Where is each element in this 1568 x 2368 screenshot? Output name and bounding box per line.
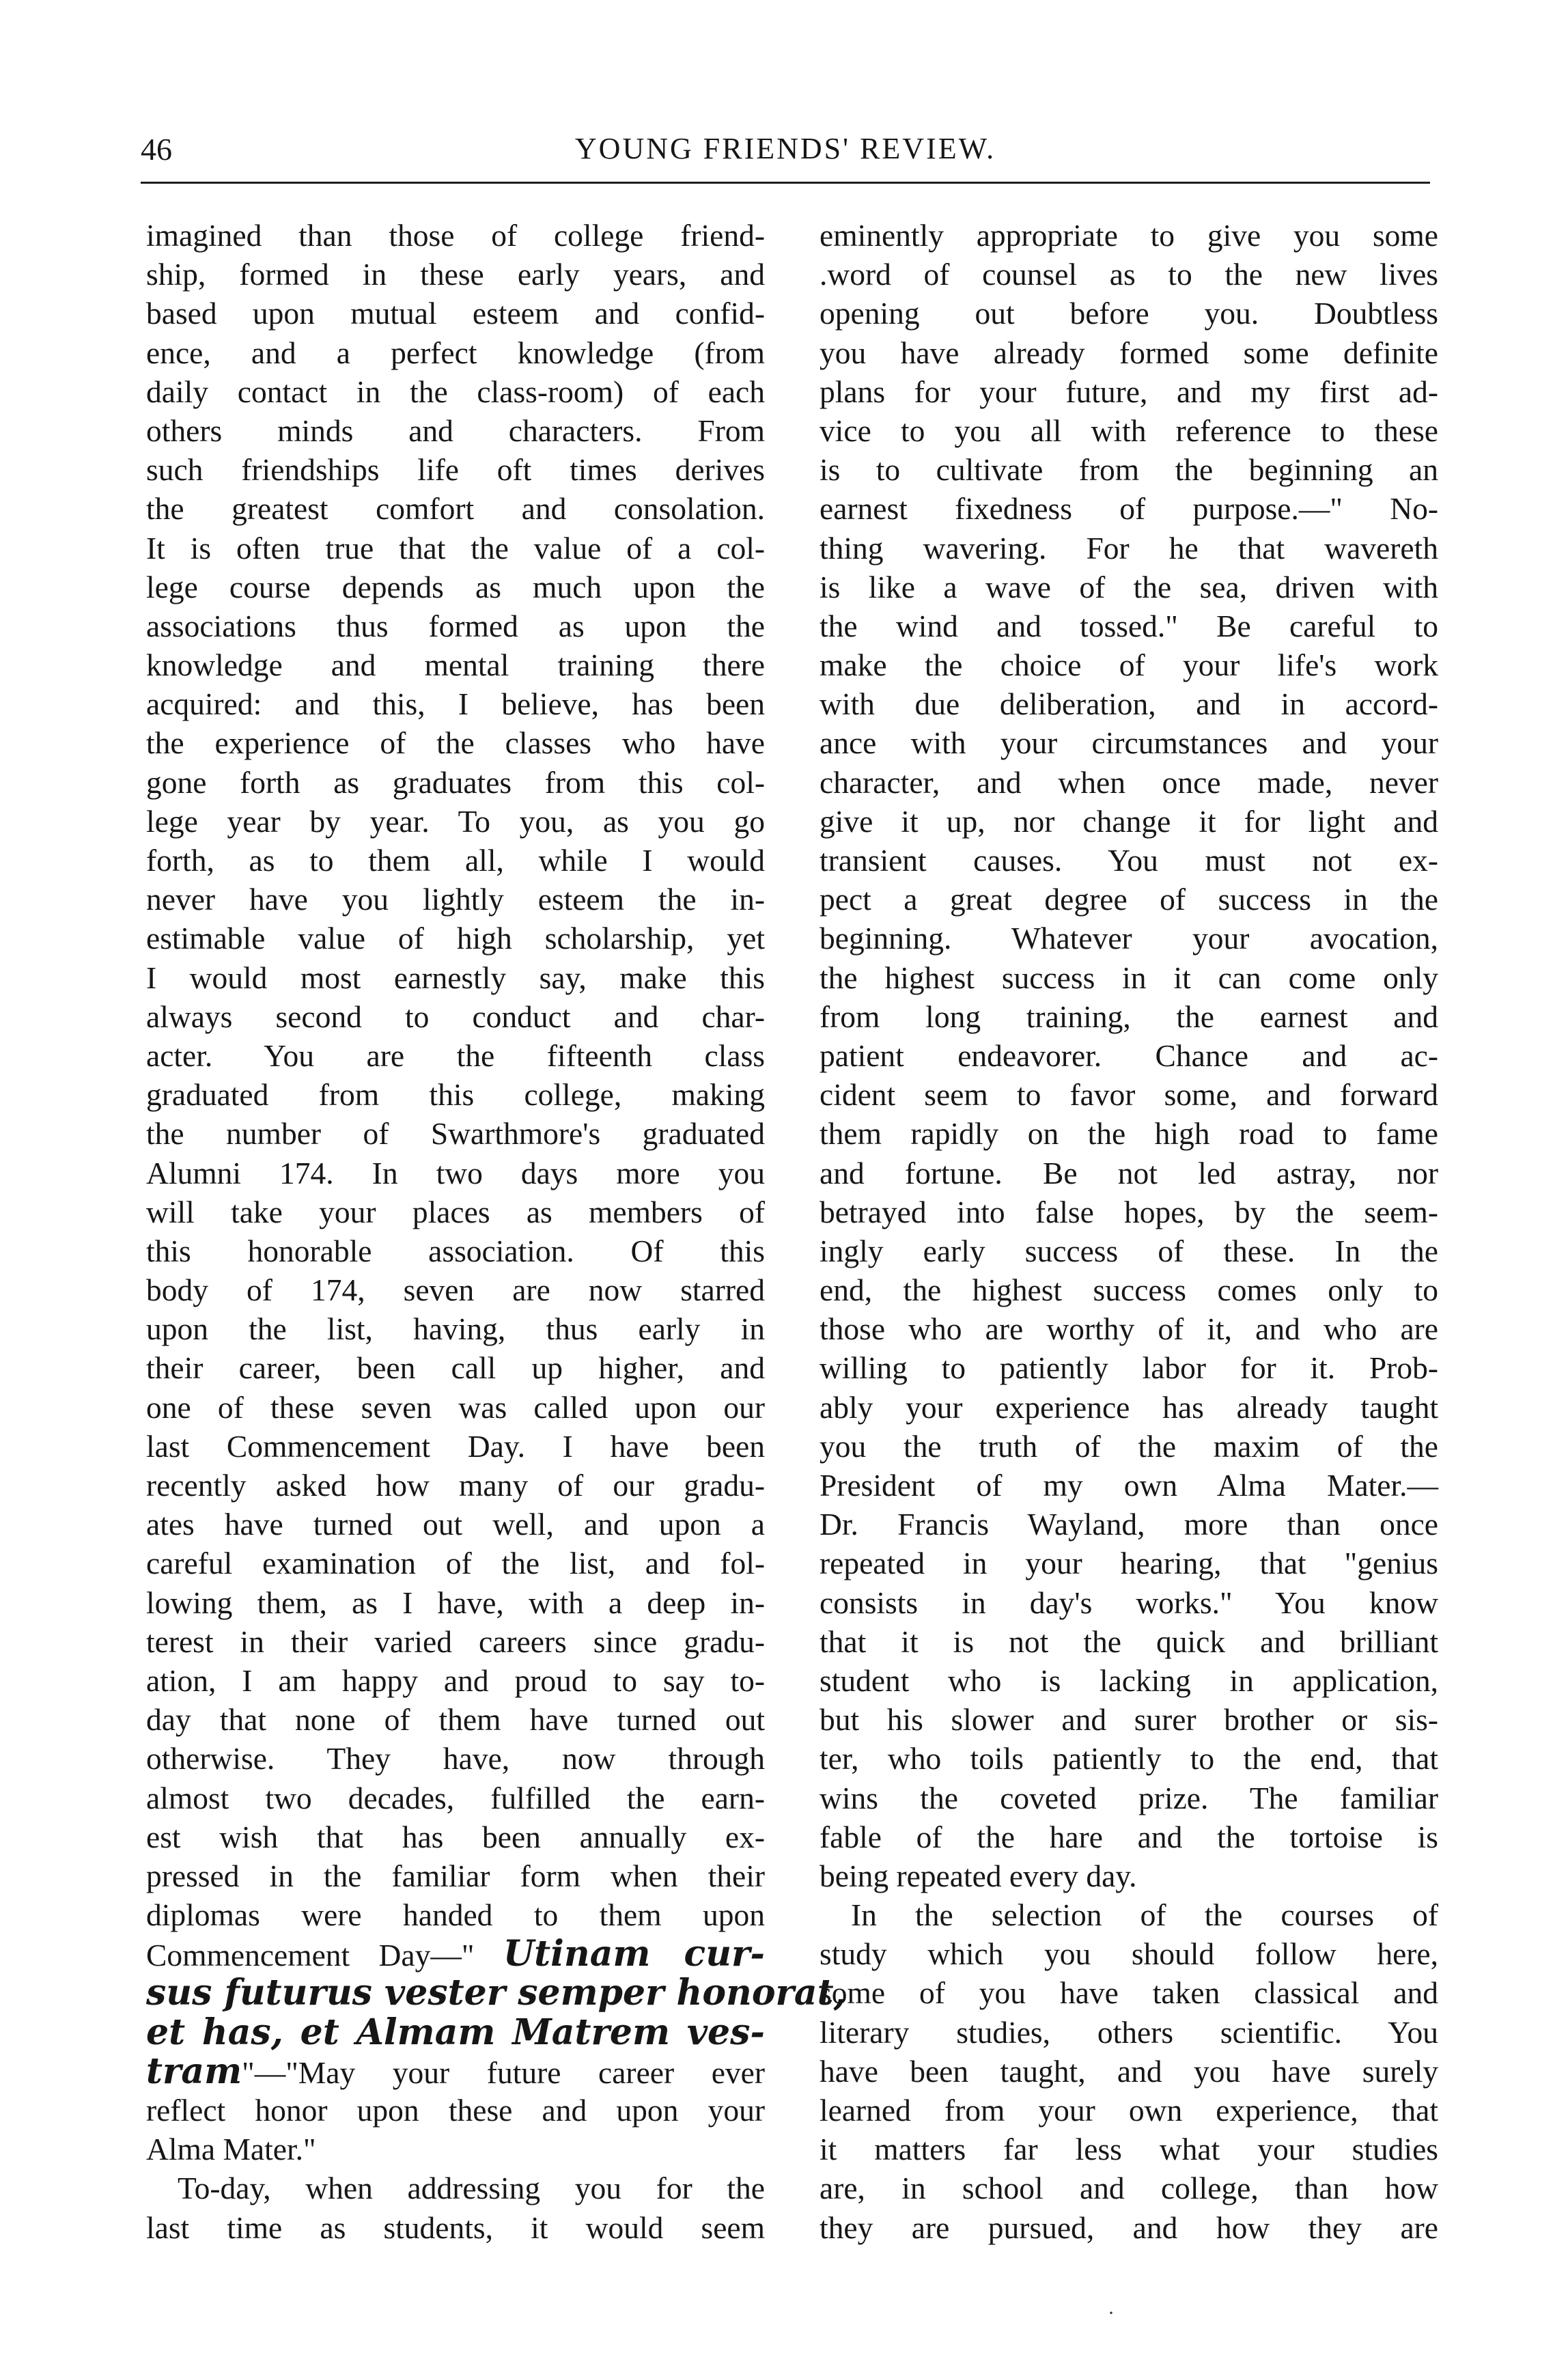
line-text: acquired: and this, I believe, has been: [146, 686, 765, 722]
page-mark: ·: [1108, 2302, 1115, 2324]
right-column-line: [820, 1739, 1438, 1778]
right-column-line: [820, 411, 1438, 450]
left-column-line: [146, 802, 765, 841]
left-column-line: [146, 1739, 765, 1778]
line-text: will take your places as members of: [146, 1194, 765, 1229]
right-column-line: [820, 1505, 1438, 1544]
line-text: pect a great degree of success in the: [820, 882, 1438, 917]
line-text: ship, formed in these early years, and: [146, 257, 765, 292]
left-column-line: [146, 294, 765, 333]
left-column-line: [146, 841, 765, 880]
left-column-line: [146, 1700, 765, 1739]
line-text: opening out before you. Doubtless: [820, 296, 1438, 331]
line-text: consists in day's works." You know: [820, 1585, 1438, 1620]
left-column-line: [146, 684, 765, 723]
left-column-line: [146, 1856, 765, 1895]
header-rule: [141, 182, 1430, 184]
line-text: make the choice of your life's work: [820, 647, 1438, 683]
page-number: 46: [141, 132, 172, 167]
left-column-line: [146, 723, 765, 762]
line-text: others minds and characters. From: [146, 413, 765, 448]
left-column-line: [146, 607, 765, 645]
left-column-line: [146, 1270, 765, 1309]
line-text: literary studies, others scientific. You: [820, 2014, 1438, 2050]
line-text: Commencement Day—": [146, 1938, 503, 1973]
right-column-line: [820, 294, 1438, 333]
line-text: the highest success in it can come only: [820, 960, 1438, 995]
line-text: ates have turned out well, and upon a: [146, 1507, 765, 1542]
line-text: the greatest comfort and consolation.: [146, 491, 765, 527]
right-column-line: [820, 1895, 1438, 1934]
line-text: estimable value of high scholarship, yet: [146, 921, 765, 956]
right-column-line: [820, 880, 1438, 919]
right-column-line: [820, 763, 1438, 802]
right-column-line: [820, 1661, 1438, 1700]
line-text: diplomas were handed to them upon: [146, 1897, 765, 1933]
left-column-line: [146, 2091, 765, 2130]
right-column-line: [820, 1154, 1438, 1193]
line-text: beginning. Whatever your avocation,: [820, 921, 1438, 956]
left-column-line: [146, 1505, 765, 1544]
right-column-line: [820, 997, 1438, 1036]
left-column-line: [146, 1544, 765, 1583]
line-text: that it is not the quick and brilliant: [820, 1624, 1438, 1659]
line-text: Alumni 174. In two days more you: [146, 1155, 765, 1190]
right-column: [820, 216, 1438, 2247]
line-text: never have you lightly esteem the in-: [146, 882, 765, 917]
line-text: acter. You are the fifteenth class: [146, 1037, 765, 1073]
line-text: with due deliberation, and in accord-: [820, 686, 1438, 722]
right-column-line: [820, 1427, 1438, 1466]
left-column-line: [146, 1972, 846, 2014]
left-column-line: [146, 2169, 765, 2207]
line-text: one of these seven was called upon our: [146, 1389, 765, 1425]
right-column-line: [820, 216, 1438, 255]
right-column-line: [820, 2091, 1438, 2130]
latin-motto-text: Utinam cur-: [503, 1933, 765, 1975]
left-column-line: [146, 1114, 765, 1153]
line-text: earnest fixedness of purpose.—" No-: [820, 491, 1438, 527]
line-text: end, the highest success comes only to: [820, 1272, 1438, 1308]
left-column-line: [146, 1583, 765, 1622]
right-column-line: [820, 489, 1438, 528]
left-column-line: [146, 1348, 765, 1387]
line-text: last Commencement Day. I have been: [146, 1428, 765, 1464]
left-column-line: [146, 333, 765, 372]
right-column-line: [820, 1036, 1438, 1075]
right-column-line: [820, 1817, 1438, 1856]
right-column-line: [820, 1466, 1438, 1505]
right-column-line: [820, 684, 1438, 723]
line-text: I would most earnestly say, make this: [146, 960, 765, 995]
line-text: imagined than those of college friend-: [146, 218, 765, 253]
right-column-line: [820, 1231, 1438, 1270]
left-column-line: [146, 1779, 765, 1817]
right-column-line: [820, 1700, 1438, 1739]
line-text: cident seem to favor some, and forward: [820, 1077, 1438, 1113]
line-text: last time as students, it would seem: [146, 2210, 765, 2245]
line-text: upon the list, having, thus early in: [146, 1311, 765, 1347]
line-text: Dr. Francis Wayland, more than once: [820, 1507, 1438, 1542]
right-column-line: [820, 1114, 1438, 1153]
line-text: and fortune. Be not led astray, nor: [820, 1155, 1438, 1190]
left-column-line: [146, 958, 765, 997]
line-text: Alma Mater.": [146, 2132, 316, 2167]
right-column-line: [820, 372, 1438, 411]
right-column-line: [820, 2013, 1438, 2052]
line-text: ence, and a perfect knowledge (from: [146, 335, 765, 370]
line-text: study which you should follow here,: [820, 1936, 1438, 1972]
left-column-line: [146, 763, 765, 802]
line-text: them rapidly on the high road to fame: [820, 1116, 1438, 1152]
line-text: ter, who toils patiently to the end, that: [820, 1741, 1438, 1777]
left-column-line: [146, 1075, 765, 1114]
line-text: .word of counsel as to the new lives: [820, 257, 1438, 292]
line-text: almost two decades, fulfilled the earn-: [146, 1780, 765, 1815]
line-text: reflect honor upon these and upon your: [146, 2093, 765, 2128]
right-column-line: [820, 1583, 1438, 1622]
right-column-line: [820, 2208, 1438, 2247]
left-column-line: [146, 919, 765, 958]
left-column-line: [146, 489, 765, 528]
left-column-line: [146, 1817, 765, 1856]
line-text: from long training, the earnest and: [820, 999, 1438, 1034]
left-column-line: [146, 1661, 765, 1700]
line-text: transient causes. You must not ex-: [820, 843, 1438, 878]
line-text: ably your experience has already taught: [820, 1389, 1438, 1425]
line-text: recently asked how many of our gradu-: [146, 1468, 765, 1503]
left-column-line: [146, 216, 765, 255]
line-text: President of my own Alma Mater.—: [820, 1468, 1438, 1503]
line-text: otherwise. They have, now through: [146, 1741, 765, 1777]
left-column-line: [146, 450, 765, 489]
right-column-line: [820, 1544, 1438, 1583]
line-text: lege year by year. To you, as you go: [146, 803, 765, 839]
line-text: forth, as to them all, while I would: [146, 843, 765, 878]
line-text: fable of the hare and the tortoise is: [820, 1819, 1438, 1854]
left-column-line: [146, 1154, 765, 1193]
left-column-line: [146, 1622, 765, 1661]
right-column-line: [820, 1309, 1438, 1348]
running-head: YOUNG FRIENDS' REVIEW.: [574, 132, 996, 165]
line-text: are, in school and college, than how: [820, 2171, 1438, 2206]
line-text: student who is lacking in application,: [820, 1662, 1438, 1698]
line-text: have been taught, and you have surely: [820, 2053, 1438, 2089]
line-text: give it up, nor change it for light and: [820, 803, 1438, 839]
line-text: patient endeavorer. Chance and ac-: [820, 1037, 1438, 1073]
right-column-line: [820, 450, 1438, 489]
line-text: knowledge and mental training there: [146, 647, 765, 683]
line-text: careful examination of the list, and fol-: [146, 1546, 765, 1581]
line-text: est wish that has been annually ex-: [146, 1819, 765, 1854]
line-text: it matters far less what your studies: [820, 2132, 1438, 2167]
latin-motto-text: et has, et Almam Matrem ves-: [146, 2011, 765, 2053]
left-column-line: [146, 880, 765, 919]
line-text: terest in their varied careers since gradu-: [146, 1624, 765, 1659]
line-text: ance with your circumstances and your: [820, 725, 1438, 761]
line-text: "—"May your future career ever: [242, 2054, 765, 2090]
left-column-line: [146, 2013, 765, 2052]
right-column-line: [820, 1388, 1438, 1427]
left-column-line: [146, 1231, 765, 1270]
right-column-line: [820, 1779, 1438, 1817]
line-text: is like a wave of the sea, driven with: [820, 569, 1438, 604]
right-column-line: [820, 919, 1438, 958]
left-column-line: [146, 529, 765, 568]
line-text: lowing them, as I have, with a deep in-: [146, 1585, 765, 1620]
right-column-line: [820, 1075, 1438, 1114]
left-column-line: [146, 997, 765, 1036]
line-text: eminently appropriate to give you some: [820, 218, 1438, 253]
left-column-line: [146, 2130, 765, 2169]
line-text: ingly early success of these. In the: [820, 1233, 1438, 1268]
line-text: they are pursued, and how they are: [820, 2210, 1438, 2245]
line-text: the wind and tossed." Be careful to: [820, 608, 1438, 643]
right-column-line: [820, 568, 1438, 607]
left-column-line: [146, 1309, 765, 1348]
left-column-line: [146, 1466, 765, 1505]
right-column-line: [820, 2052, 1438, 2091]
right-column-line: [820, 2130, 1438, 2169]
line-text: betrayed into false hopes, by the seem-: [820, 1194, 1438, 1229]
latin-motto-text: tram: [146, 2050, 242, 2092]
line-text: thing wavering. For he that wavereth: [820, 530, 1438, 566]
left-column-line: [146, 568, 765, 607]
latin-motto-text: sus futurus vester semper honorat,: [146, 1972, 846, 2014]
line-text: being repeated every day.: [820, 1858, 1137, 1893]
left-column-line: [146, 1193, 765, 1231]
left-column-line: [146, 1895, 765, 1934]
left-column-line: [146, 255, 765, 294]
line-text: willing to patiently labor for it. Prob-: [820, 1350, 1438, 1386]
left-column-line: [146, 645, 765, 684]
left-column-line: [146, 1388, 765, 1427]
right-column-line: [820, 1934, 1438, 1973]
right-column-line: [820, 802, 1438, 841]
line-text: body of 174, seven are now starred: [146, 1272, 765, 1308]
line-text: graduated from this college, making: [146, 1077, 765, 1113]
line-text: always second to conduct and char-: [146, 999, 765, 1034]
right-column-line: [820, 1622, 1438, 1661]
line-text: daily contact in the class-room) of each: [146, 374, 765, 409]
left-column-line: [146, 2208, 765, 2247]
line-text: but his slower and surer brother or sis-: [820, 1702, 1438, 1738]
right-column-line: [820, 645, 1438, 684]
line-text: repeated in your hearing, that "genius: [820, 1546, 1438, 1581]
right-column-line: [820, 607, 1438, 645]
line-text: this honorable association. Of this: [146, 1233, 765, 1268]
line-text: learned from your own experience, that: [820, 2093, 1438, 2128]
line-text: those who are worthy of it, and who are: [820, 1311, 1438, 1347]
line-text: you the truth of the maxim of the: [820, 1428, 1438, 1464]
line-text: the number of Swarthmore's graduated: [146, 1116, 765, 1152]
line-text: plans for your future, and my first ad-: [820, 374, 1438, 409]
line-text: It is often true that the value of a col-: [146, 530, 765, 566]
right-column-line: [820, 958, 1438, 997]
line-text: lege course depends as much upon the: [146, 569, 765, 604]
line-text: vice to you all with reference to these: [820, 413, 1438, 448]
line-text: the experience of the classes who have: [146, 725, 765, 761]
line-text: character, and when once made, never: [820, 764, 1438, 800]
right-column-line: [820, 1856, 1438, 1895]
line-text: ation, I am happy and proud to say to-: [146, 1662, 765, 1698]
left-column-line: [146, 372, 765, 411]
line-text: you have already formed some definite: [820, 335, 1438, 370]
line-text: In the selection of the courses of: [851, 1897, 1438, 1933]
left-column-line: [146, 1427, 765, 1466]
right-column-line: [820, 1193, 1438, 1231]
line-text: their career, been call up higher, and: [146, 1350, 765, 1386]
right-column-line: [820, 841, 1438, 880]
left-column: [146, 216, 846, 2247]
line-text: some of you have taken classical and: [820, 1975, 1438, 2011]
line-text: To-day, when addressing you for the: [178, 2171, 765, 2206]
right-column-line: [820, 1973, 1438, 2012]
line-text: day that none of them have turned out: [146, 1702, 765, 1738]
left-column-line: [146, 1036, 765, 1075]
left-column-line: [146, 411, 765, 450]
right-column-line: [820, 2169, 1438, 2207]
line-text: wins the coveted prize. The familiar: [820, 1780, 1438, 1815]
right-column-line: [820, 1270, 1438, 1309]
line-text: such friendships life oft times derives: [146, 452, 765, 488]
right-column-line: [820, 1348, 1438, 1387]
right-column-line: [820, 529, 1438, 568]
line-text: based upon mutual esteem and confid-: [146, 296, 765, 331]
left-column-line: [146, 2052, 765, 2091]
right-column-line: [820, 333, 1438, 372]
left-column-line: [146, 1934, 765, 1973]
line-text: associations thus formed as upon the: [146, 608, 765, 643]
line-text: pressed in the familiar form when their: [146, 1858, 765, 1893]
line-text: is to cultivate from the beginning an: [820, 452, 1438, 488]
right-column-line: [820, 723, 1438, 762]
line-text: gone forth as graduates from this col-: [146, 764, 765, 800]
right-column-line: [820, 255, 1438, 294]
